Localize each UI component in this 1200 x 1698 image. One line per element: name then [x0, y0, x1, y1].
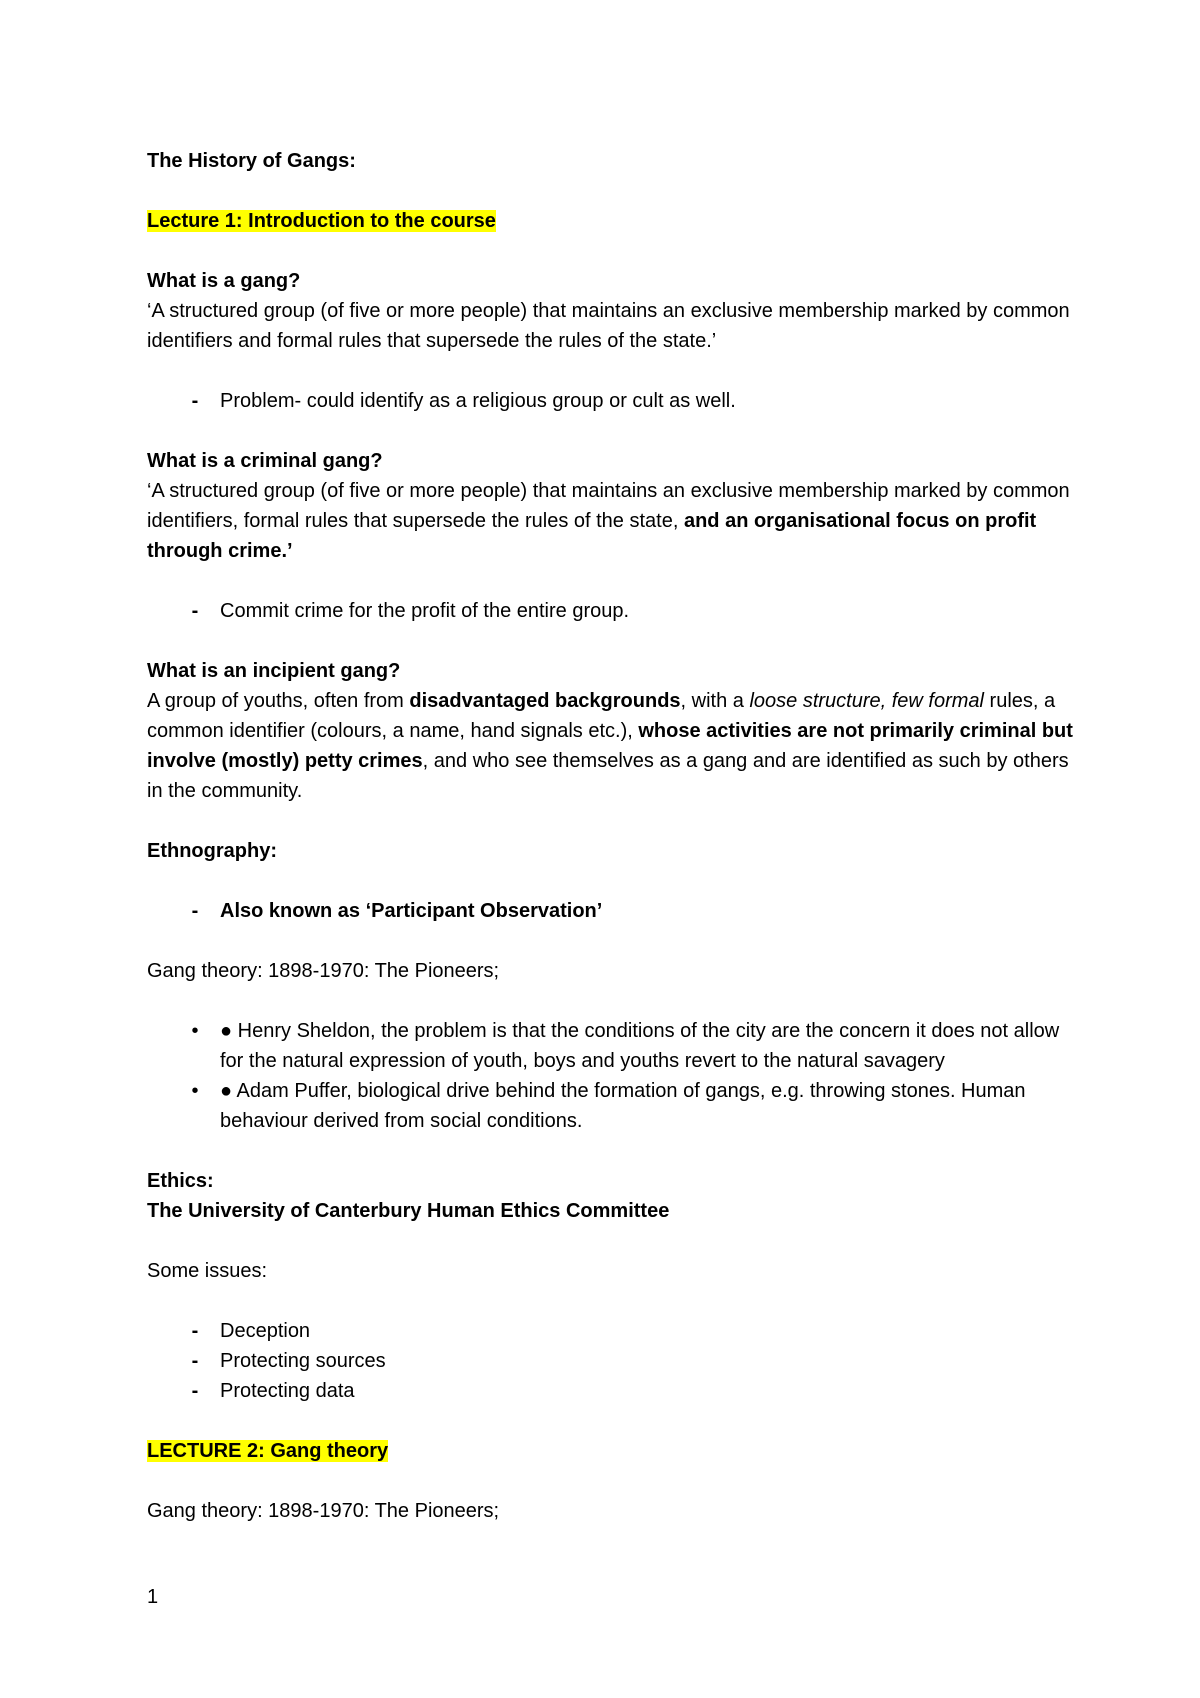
dash-bullet-icon: -: [191, 1350, 199, 1372]
list-item: - Commit crime for the profit of the entire group.: [147, 596, 1077, 626]
incipient-gang-definition: A group of youths, often from disadvantaged backgrounds, with a loose structure, few formal rules, a common identifier (colours, a name, hand signals etc.), whose activities are not primarily criminal but involve (mostly) petty crimes, and who see themselves as a gang and are identified as such by others in the community.: [147, 690, 1073, 802]
ethics-heading: Ethics:: [147, 1170, 214, 1192]
list-item: - Protecting data: [147, 1376, 1077, 1406]
dash-bullet-icon: -: [191, 1320, 199, 1342]
list-item: - Deception: [147, 1316, 1077, 1346]
list-item: • ● Henry Sheldon, the problem is that the conditions of the city are the concern it does not allow for the natural expression of youth, boys and youths revert to the natural savagery: [147, 1016, 1077, 1076]
some-issues-label: Some issues:: [147, 1260, 268, 1282]
inline-bullet-icon: ●: [220, 1020, 233, 1042]
ethics-issues-list: [147, 1316, 1077, 1406]
criminal-gang-notes-list: [147, 596, 1077, 626]
incipient-gang-heading: What is an incipient gang?: [147, 660, 401, 682]
ethnography-notes-list: [147, 896, 1077, 926]
page-number: 1: [147, 1586, 159, 1608]
list-item: - Problem- could identify as a religious group or cult as well.: [147, 386, 1077, 416]
list-item: - Also known as ‘Participant Observation’: [147, 896, 1077, 926]
lecture-2-heading: LECTURE 2: Gang theory: [147, 1440, 389, 1462]
dash-bullet-icon: -: [191, 600, 199, 622]
list-item: • ● Adam Puffer, biological drive behind the formation of gangs, e.g. throwing stones. Human behaviour derived from social conditions.: [147, 1076, 1077, 1136]
inline-bullet-icon: ●: [220, 1080, 233, 1102]
what-is-gang-heading: What is a gang?: [147, 270, 301, 292]
gang-theory-heading: Gang theory: 1898-1970: The Pioneers;: [147, 960, 500, 982]
criminal-gang-heading: What is a criminal gang?: [147, 450, 383, 472]
dash-bullet-icon: -: [191, 900, 199, 922]
gang-definition: ‘A structured group (of five or more people) that maintains an exclusive membership marked by common identifiers and formal rules that supersede the rules of the state.’: [147, 300, 1070, 352]
bullet-icon: •: [191, 1080, 199, 1102]
gang-theory-list: [147, 1016, 1077, 1136]
bullet-icon: •: [191, 1020, 199, 1042]
dash-bullet-icon: -: [191, 1380, 199, 1402]
lecture-2-gang-theory-heading: Gang theory: 1898-1970: The Pioneers;: [147, 1500, 500, 1522]
dash-bullet-icon: -: [191, 390, 199, 412]
gang-notes-list: [147, 386, 1077, 416]
document-title: The History of Gangs:: [147, 150, 356, 172]
list-item: - Protecting sources: [147, 1346, 1077, 1376]
ethics-committee: The University of Canterbury Human Ethics Committee: [147, 1200, 670, 1222]
ethnography-heading: Ethnography:: [147, 840, 277, 862]
criminal-gang-definition: ‘A structured group (of five or more people) that maintains an exclusive membership marked by common identifiers, formal rules that supersede the rules of the state, and an organisational focus on profit through crime.’: [147, 480, 1070, 562]
lecture-1-heading: Lecture 1: Introduction to the course: [147, 210, 496, 232]
document-body: [147, 146, 1077, 1526]
